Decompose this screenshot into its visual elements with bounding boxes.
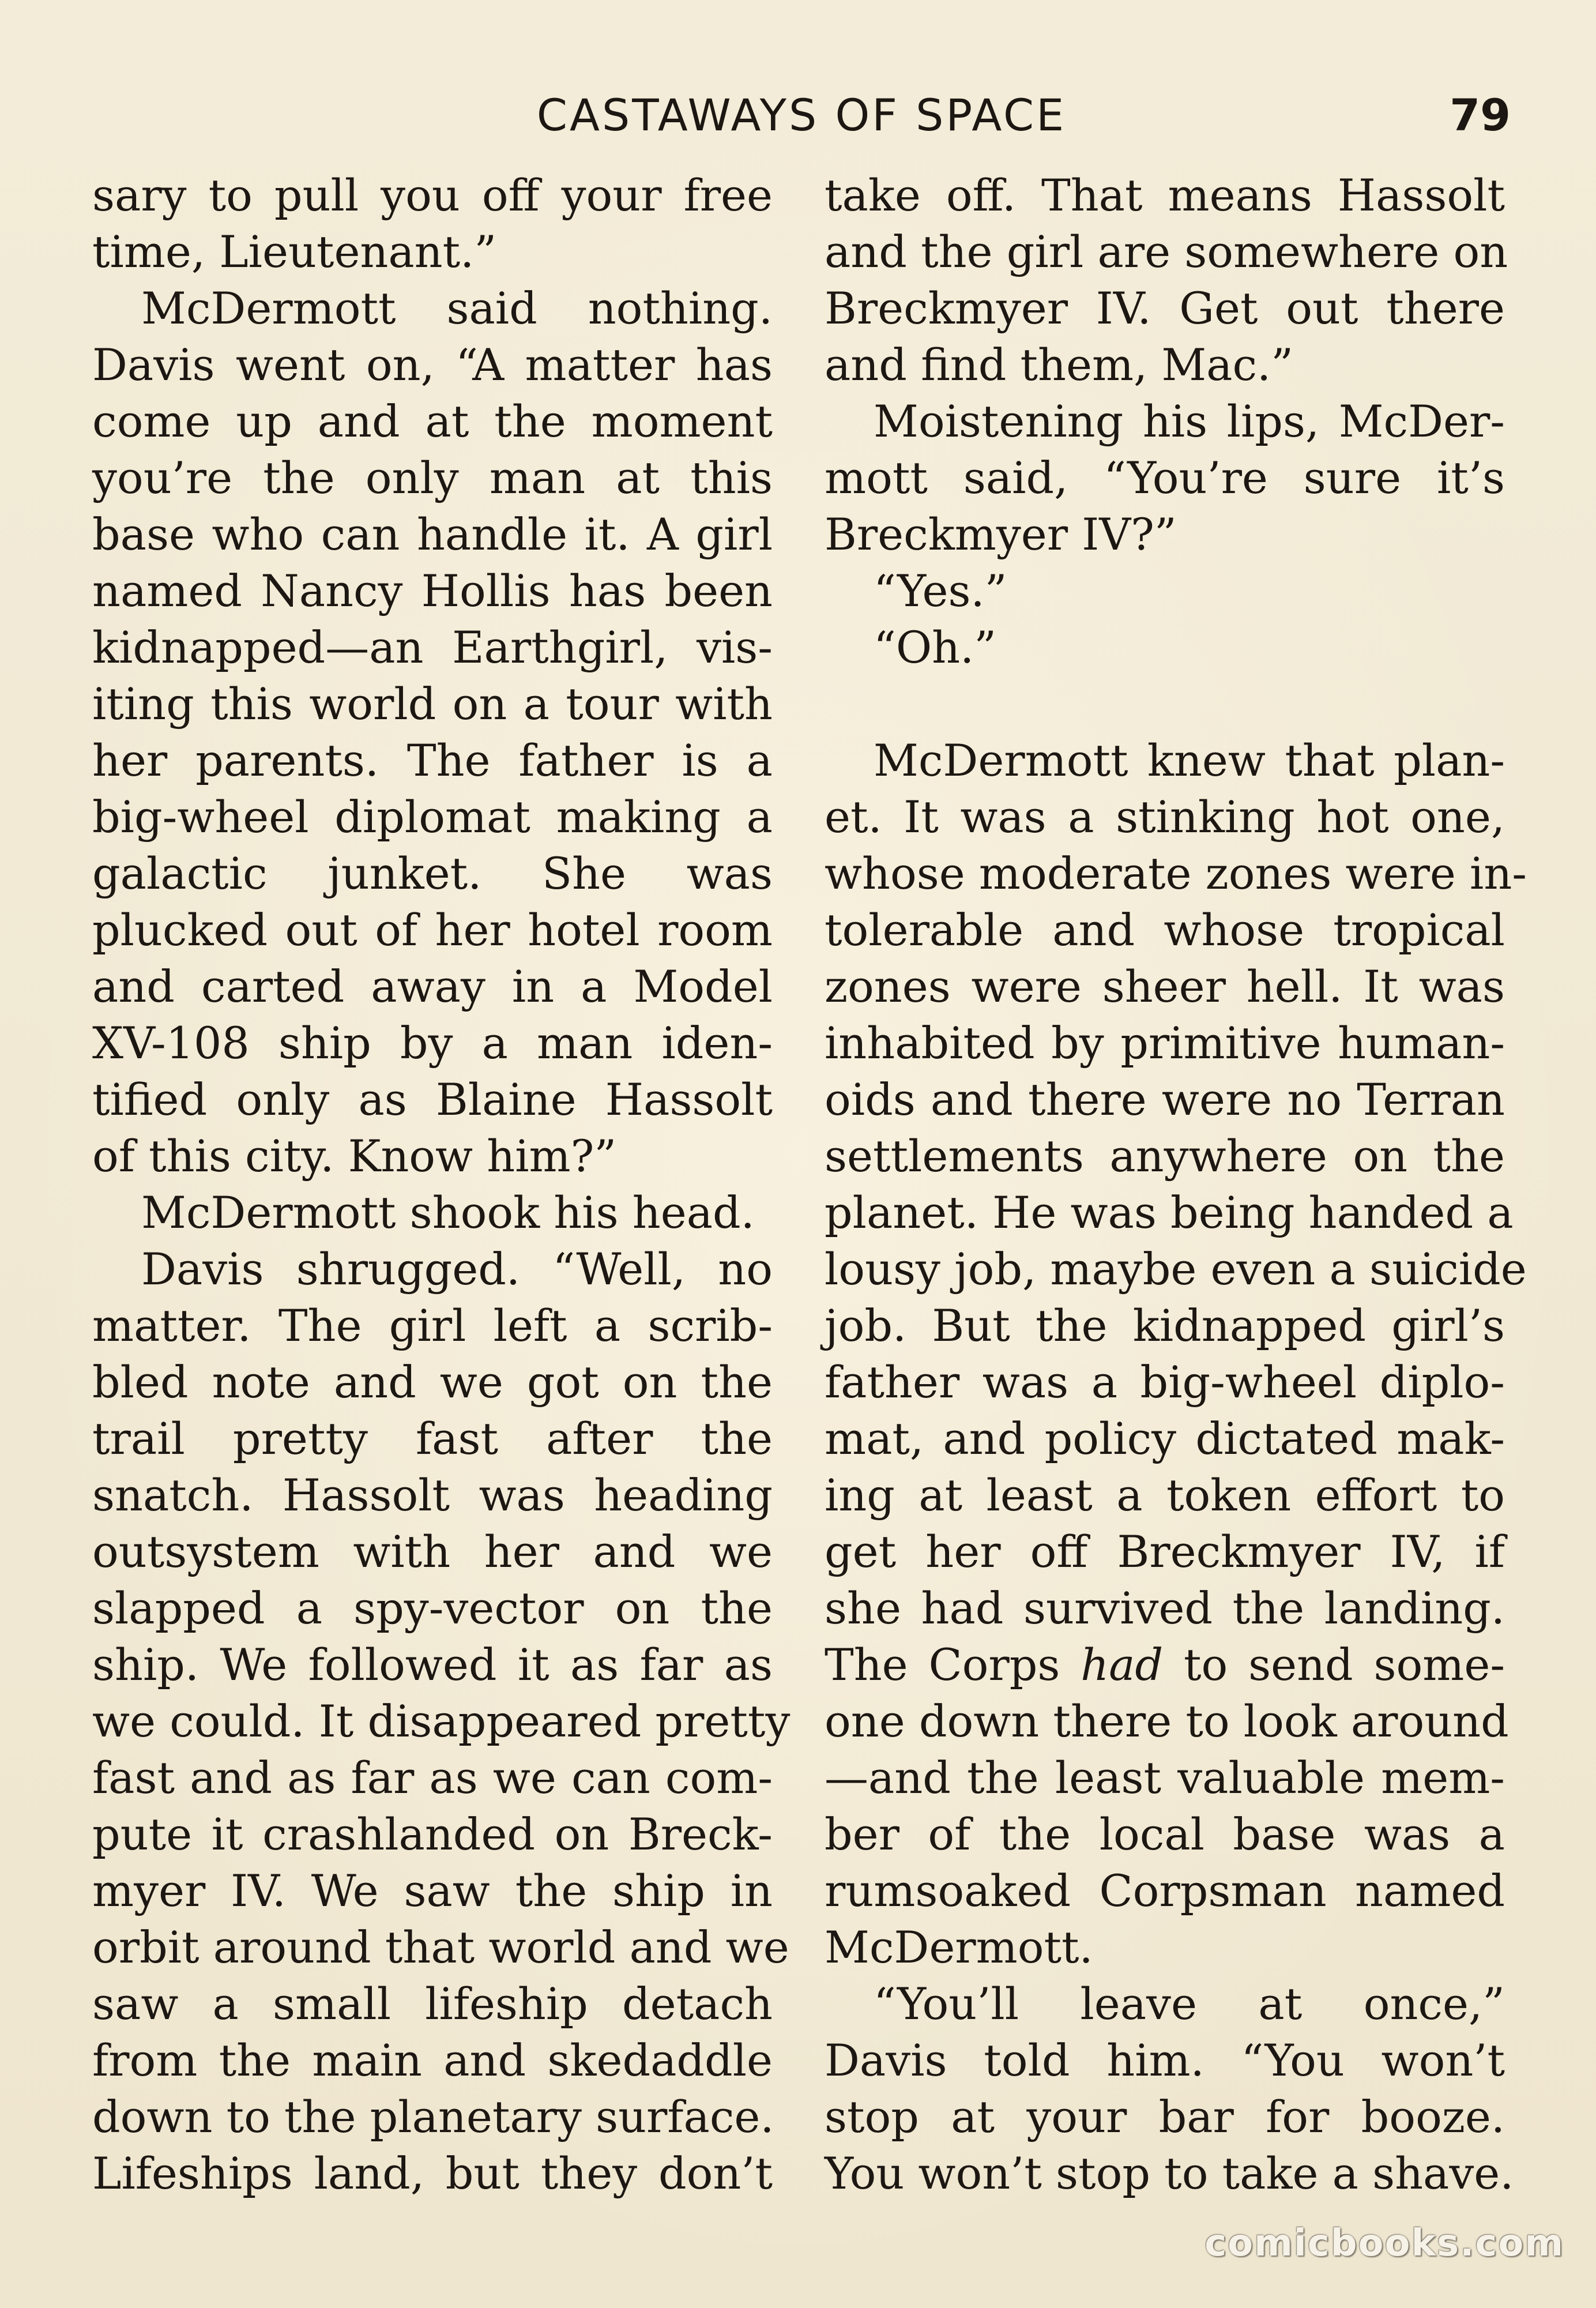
text-line: “Yes.”: [874, 565, 1007, 617]
text-line: oids and there were no Terran: [825, 1074, 1505, 1125]
text-line: Davis went on, “A matter has: [92, 339, 773, 390]
text-line: tified only as Blaine Hassolt: [92, 1074, 773, 1125]
text-line: McDermott.: [825, 1922, 1093, 1973]
text-line: job. But the kidnapped girl’s: [825, 1300, 1505, 1351]
text-line: zones were sheer hell. It was: [825, 961, 1505, 1012]
text-line: bled note and we got on the: [92, 1356, 773, 1408]
text-line: et. It was a stinking hot one,: [825, 791, 1505, 843]
text-line: her parents. The father is a: [92, 735, 773, 786]
text-line: fast and as far as we can com-: [92, 1752, 773, 1803]
text-line: inhabited by primitive human-: [825, 1017, 1505, 1069]
text-line: we could. It disappeared pretty: [92, 1696, 791, 1747]
text-line: “Oh.”: [874, 622, 997, 673]
text-line: “You’ll leave at once,”: [874, 1978, 1505, 2029]
text-line: rumsoaked Corpsman named: [825, 1865, 1505, 1916]
text-line: McDermott shook his head.: [141, 1187, 755, 1238]
text-line: pute it crashlanded on Breck-: [92, 1809, 773, 1860]
text-line: iting this world on a tour with: [92, 678, 773, 730]
text-line: whose moderate zones were in-: [825, 848, 1527, 899]
page-number: 79: [1450, 89, 1511, 141]
text-line: settlements anywhere on the: [825, 1130, 1505, 1182]
text-line: myer IV. We saw the ship in: [92, 1865, 773, 1916]
text-line: one down there to look around: [825, 1696, 1509, 1747]
text-line: ber of the local base was a: [825, 1809, 1505, 1860]
text-line: The Corps had to send some-: [825, 1639, 1505, 1690]
text-line: mat, and policy dictated mak-: [825, 1413, 1505, 1464]
text-line: take off. That means Hassolt: [825, 170, 1505, 221]
text-line: stop at your bar for booze.: [825, 2091, 1505, 2142]
text-line: planet. He was being handed a: [825, 1187, 1514, 1238]
text-line: galactic junket. She was: [92, 848, 773, 899]
text-line: matter. The girl left a scrib-: [92, 1300, 773, 1351]
text-line: ship. We followed it as far as: [92, 1639, 773, 1690]
text-line: Davis told him. “You won’t: [825, 2035, 1505, 2086]
paragraph-gap: [825, 676, 1505, 732]
text-line: you’re the only man at this: [92, 452, 773, 503]
text-line: come up and at the moment: [92, 396, 773, 447]
text-line: trail pretty fast after the: [92, 1413, 773, 1464]
text-line: ing at least a token effort to: [825, 1469, 1505, 1521]
left-text-column: [92, 167, 791, 2202]
text-line: orbit around that world and we: [92, 1922, 789, 1973]
text-line: from the main and skedaddle: [92, 2035, 773, 2086]
text-line: and the girl are somewhere on: [825, 226, 1508, 277]
text-line: saw a small lifeship detach: [92, 1978, 773, 2029]
text-line: snatch. Hassolt was heading: [92, 1469, 773, 1521]
text-line: Lifeships land, but they don’t: [92, 2148, 773, 2199]
text-line: sary to pull you off your free: [92, 170, 773, 221]
text-line: McDermott knew that plan-: [874, 735, 1505, 786]
text-line: You won’t stop to take a shave.: [825, 2148, 1514, 2199]
text-line: father was a big-wheel diplo-: [825, 1356, 1505, 1408]
text-line: and find them, Mac.”: [825, 339, 1294, 390]
text-line: Breckmyer IV?”: [825, 509, 1177, 560]
text-line: plucked out of her hotel room: [92, 904, 773, 956]
text-line: time, Lieutenant.”: [92, 226, 497, 277]
text-line: XV-108 ship by a man iden-: [92, 1017, 773, 1069]
page-title: CASTAWAYS OF SPACE: [536, 89, 1067, 141]
text-line: base who can handle it. A girl: [92, 509, 773, 560]
text-line: of this city. Know him?”: [92, 1130, 617, 1182]
text-line: Moistening his lips, McDer-: [874, 396, 1505, 447]
text-line: McDermott said nothing.: [141, 283, 773, 334]
text-line: Breckmyer IV. Get out there: [825, 283, 1505, 334]
text-line: down to the planetary surface.: [92, 2091, 774, 2142]
text-line: big-wheel diplomat making a: [92, 791, 773, 843]
text-line: slapped a spy-vector on the: [92, 1582, 773, 1634]
text-line: named Nancy Hollis has been: [92, 565, 773, 617]
text-line: get her off Breckmyer IV, if: [825, 1526, 1505, 1577]
text-line: she had survived the landing.: [825, 1582, 1505, 1634]
text-line: lousy job, maybe even a suicide: [825, 1243, 1527, 1295]
text-line: mott said, “You’re sure it’s: [825, 452, 1505, 503]
text-line: and carted away in a Model: [92, 961, 773, 1012]
watermark: comicbooks.com: [1204, 2222, 1564, 2265]
running-header: [92, 87, 1511, 144]
text-line: outsystem with her and we: [92, 1526, 773, 1577]
text-line: —and the least valuable mem-: [825, 1752, 1505, 1803]
text-line: Davis shrugged. “Well, no: [141, 1243, 773, 1295]
text-line: tolerable and whose tropical: [825, 904, 1505, 956]
text-line: kidnapped—an Earthgirl, vis-: [92, 622, 773, 673]
right-text-column: [825, 167, 1527, 2202]
